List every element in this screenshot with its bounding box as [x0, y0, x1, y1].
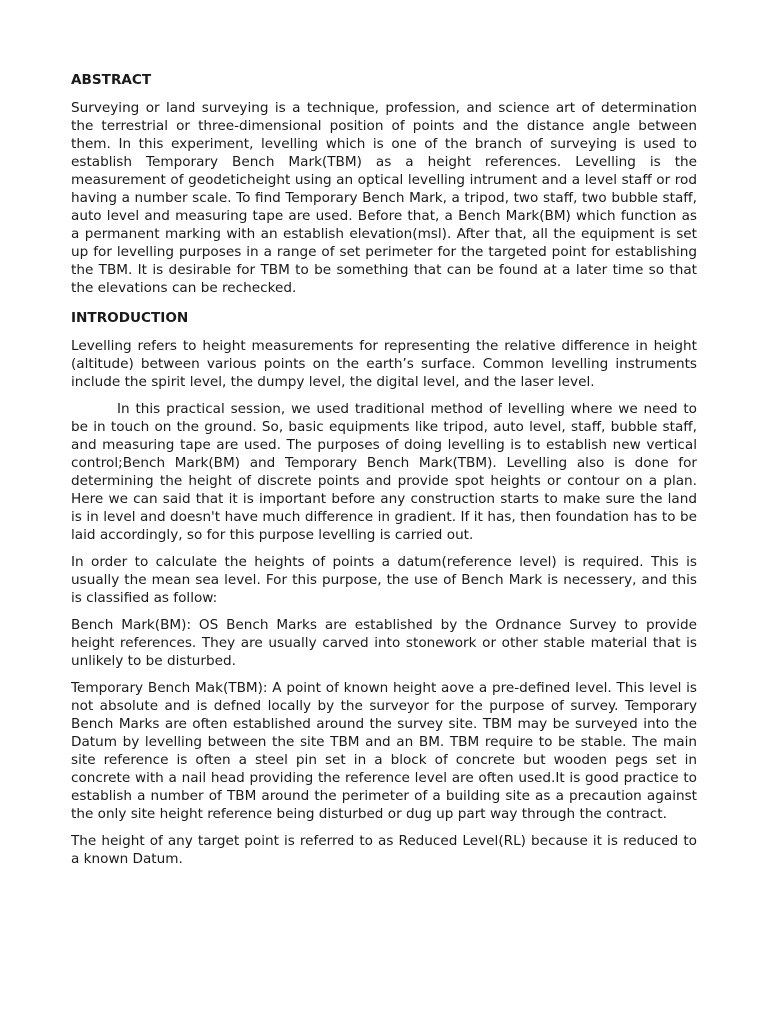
document-page — [71, 71, 697, 877]
temporary-bench-mark-paragraph: Temporary Bench Mak(TBM): A point of known height aove a pre-defined level. This level is not absolute and is defned locally by the surveyor for the purpose of survey. Temporary Bench Marks are often established around the survey site. TBM may be surveyed into the Datum by levelling between the site TBM and an BM. TBM require to be stable. The main site reference is often a steel pin set in a block of concrete but wooden pegs set in concrete with a nail head providing the reference level are often used.It is good practice to establish a number of TBM around the perimeter of a building site as a precaution against the only site height reference being disturbed or dug up part way through the contract. — [71, 680, 697, 822]
introduction-paragraph-1: Levelling refers to height measurements for representing the relative difference in height (altitude) between various points on the earth’s surface. Common levelling instruments include the spirit level, the dumpy level, the digital level, and the laser level. — [71, 338, 697, 390]
introduction-paragraph-3: In order to calculate the heights of points a datum(reference level) is required. This is usually the mean sea level. For this purpose, the use of Bench Mark is necessery, and this is classified as follow: — [71, 554, 697, 606]
introduction-paragraph-2: In this practical session, we used traditional method of levelling where we need to be in touch on the ground. So, basic equipments like tripod, auto level, staff, bubble staff, and measuring tape are used. The purposes of doing levelling is to establish new vertical control;Bench Mark(BM) and Temporary Bench Mark(TBM). Levelling also is done for determining the height of discrete points and provide spot heights or contour on a plan. Here we can said that it is important before any construction starts to make sure the land is in level and doesn't have much difference in gradient. If it has, then foundation has to be laid accordingly, so for this purpose levelling is carried out. — [71, 401, 697, 543]
bench-mark-paragraph: Bench Mark(BM): OS Bench Marks are established by the Ordnance Survey to provide height references. They are usually carved into stonework or other stable material that is unlikely to be disturbed. — [71, 617, 697, 669]
reduced-level-paragraph: The height of any target point is referred to as Reduced Level(RL) because it is reduced to a known Datum. — [71, 833, 697, 867]
introduction-heading: INTRODUCTION — [71, 310, 189, 326]
abstract-heading: ABSTRACT — [71, 72, 152, 88]
abstract-paragraph: Surveying or land surveying is a technique, profession, and science art of determination the terrestrial or three-dimensional position of points and the distance angle between them. In this experiment, levelling which is one of the branch of surveying is used to establish Temporary Bench Mark(TBM) as a height references. Levelling is the measurement of geodeticheight using an optical levelling intrument and a level staff or rod having a number scale. To find Temporary Bench Mark, a tripod, two staff, two bubble staff, auto level and measuring tape are used. Before that, a Bench Mark(BM) which function as a permanent marking with an establish elevation(msl). After that, all the equipment is set up for levelling purposes in a range of set perimeter for the targeted point for establishing the TBM. It is desirable for TBM to be something that can be found at a later time so that the elevations can be rechecked. — [71, 100, 697, 296]
